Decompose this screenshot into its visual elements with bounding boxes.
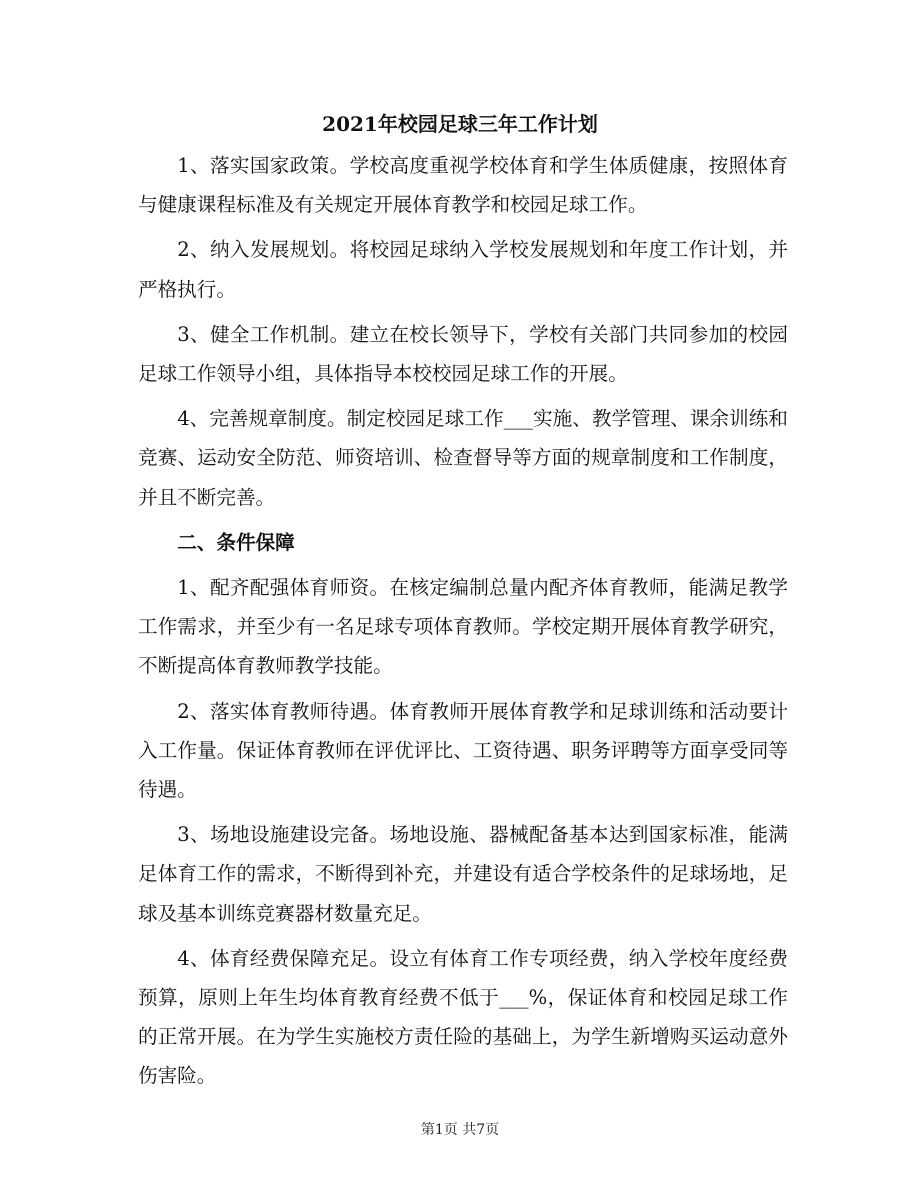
paragraph-mechanism: 3、健全工作机制。建立在校长领导下，学校有关部门共同参加的校园足球工作领导小组，具体指导本校校园足球工作的开展。 bbox=[138, 322, 788, 386]
paragraph-policy: 1、落实国家政策。学校高度重视学校体育和学生体质健康，按照体育与健康课程标准及有关规定开展体育教学和校园足球工作。 bbox=[138, 154, 788, 217]
document-body bbox=[138, 146, 788, 1096]
paragraph-regulations: 4、完善规章制度。制定校园足球工作___实施、教学管理、课余训练和竞赛、运动安全防范、师资培训、检查督导等方面的规章制度和工作制度，并且不断完善。 bbox=[138, 407, 788, 509]
document-title: 2021年校园足球三年工作计划 bbox=[322, 112, 598, 136]
paragraph-facilities: 3、场地设施建设完备。场地设施、器械配备基本达到国家标准，能满足体育工作的需求，不断得到补充，并建设有适合学校条件的足球场地，足球及基本训练竞赛器材数量充足。 bbox=[138, 823, 788, 925]
section-heading-conditions: 二、条件保障 bbox=[177, 530, 295, 554]
paragraph-planning: 2、纳入发展规划。将校园足球纳入学校发展规划和年度工作计划，并严格执行。 bbox=[138, 238, 788, 301]
paragraph-teachers: 1、配齐配强体育师资。在核定编制总量内配齐体育教师，能满足教学工作需求，并至少有一名足球专项体育教师。学校定期开展体育教学研究，不断提高体育教师教学技能。 bbox=[138, 576, 788, 678]
paragraph-funding: 4、体育经费保障充足。设立有体育工作专项经费，纳入学校年度经费预算，原则上年生均体育教育经费不低于___%，保证体育和校园足球工作的正常开展。在为学生实施校方责任险的基础上，为学生新增购买运动意外伤害险。 bbox=[138, 946, 788, 1088]
page-number-footer: 第1页 共7页 bbox=[420, 1122, 500, 1138]
paragraph-treatment: 2、落实体育教师待遇。体育教师开展体育教学和足球训练和活动要计入工作量。保证体育教师在评优评比、工资待遇、职务评聘等方面享受同等待遇。 bbox=[138, 699, 788, 802]
